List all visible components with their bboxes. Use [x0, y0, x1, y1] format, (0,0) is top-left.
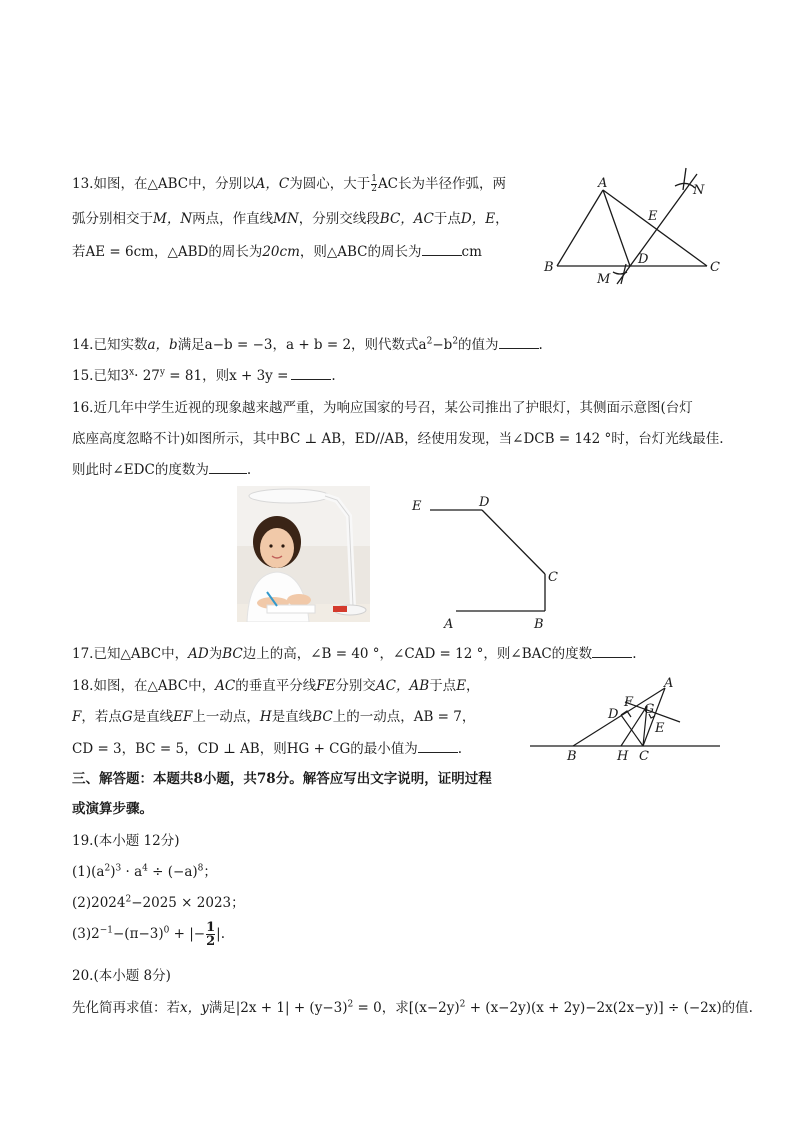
segment-ad — [603, 190, 630, 266]
segment-ab — [557, 190, 603, 266]
label-e: E — [412, 499, 422, 514]
label-a: A — [444, 617, 454, 632]
label-f: F — [624, 695, 634, 710]
label-e: E — [648, 209, 658, 224]
label-b: B — [544, 260, 554, 275]
q13-points: A，C — [255, 176, 290, 192]
answer-blank — [499, 347, 539, 349]
q18-figure — [530, 672, 725, 767]
q13-text: 为圆心，大于 — [289, 176, 371, 192]
segment-ac — [603, 190, 707, 266]
label-e: E — [655, 721, 665, 736]
section3-heading-line2: 或演算步骤。 — [72, 801, 153, 817]
fraction-half: $\frac{1}{2}$ — [371, 174, 377, 194]
q20-title: 20.(本小题 8分) — [72, 968, 171, 984]
q18-line1: 18.如图，在△ABC中，AC的垂直平分线FE分别交AC，AB于点E， — [72, 678, 480, 694]
q13-figure — [535, 160, 735, 290]
answer-blank — [209, 472, 247, 474]
label-c: C — [639, 749, 649, 764]
q19-part3: $(3)2^{-1}-(\pi-3)^0$ + |− $\frac{1}{2}$ |. — [72, 920, 226, 949]
answer-blank — [422, 254, 462, 256]
q13-line1 — [72, 172, 506, 194]
label-a: A — [664, 676, 674, 691]
q16-line2: 底座高度忽略不计)如图所示，其中BC ⊥ AB，ED//AB，经使用发现，当∠DCB = 142 °时，台灯光线最佳. — [72, 431, 724, 447]
q16-line3: 则此时∠EDC的度数为 . — [72, 462, 252, 478]
q16-figure — [400, 490, 580, 635]
q13-text: AC长为半径作弧，两 — [377, 176, 507, 192]
q15: 15.已知$3^x\cdot 27^y = 81$，则x + 3y = . — [72, 367, 336, 384]
label-b: B — [567, 749, 577, 764]
label-m: M — [597, 272, 611, 287]
q13-line2: 弧分别相交于M，N两点，作直线MN，分别交线段BC，AC于点D，E， — [72, 211, 509, 227]
q13-line3: 若AE = 6cm，△ABD的周长为20cm，则△ABC的周长为 cm — [72, 244, 482, 260]
answer-blank — [592, 656, 632, 658]
q19-part2: $(2)2024^2-2025 \times 2023$； — [72, 894, 245, 911]
fraction-half: $\frac{1}{2}$ — [206, 920, 216, 949]
label-d: D — [638, 252, 649, 267]
answer-blank — [291, 378, 331, 380]
arc-n — [675, 183, 695, 188]
label-d: D — [479, 495, 490, 510]
q18-line3: CD = 3，BC = 5，CD ⊥ AB，则HG + CG的最小值为 . — [72, 741, 463, 757]
q16-line1: 16.近几年中学生近视的现象越来越严重，为响应国家的号召，某公司推出了护眼灯，其侧面示意图(台灯 — [72, 400, 693, 416]
q19-title: 19.(本小题 12分) — [72, 833, 180, 849]
segment-ab — [573, 688, 665, 746]
section3-heading: 三、解答题：本题共8小题，共78分。解答应写出文字说明，证明过程 — [72, 771, 492, 787]
segment-dc — [482, 510, 545, 574]
label-c: C — [548, 570, 558, 585]
label-c: C — [710, 260, 720, 275]
label-a: A — [598, 176, 608, 191]
child-lamp-photo — [237, 486, 370, 622]
q13-text: 13.如图，在△ABC中，分别以 — [72, 176, 256, 192]
q20-body: 先化简再求值：若x，y满足$|2x + 1| + (y-3)^2 = 0$，求$[(x-2y)^2 + (x-2y)(x + 2y)-2x(2x-y)] \div (-2x)$的值. — [72, 999, 753, 1016]
label-b: B — [534, 617, 544, 632]
answer-blank — [418, 751, 458, 753]
label-g: G — [644, 702, 655, 717]
q14: 14.已知实数a，b满足a−b = −3，a + b = 2，则代数式$a^2-b^2$的值为 . — [72, 336, 543, 353]
label-h: H — [617, 749, 629, 764]
q17: 17.已知△ABC中，AD为BC边上的高，∠B = 40 °，∠CAD = 12 °，则∠BAC的度数 . — [72, 646, 637, 662]
q19-part1: $(1)(a^2)^3 \cdot a^4 \div (-a)^8$； — [72, 863, 217, 880]
q18-line2: F，若点G是直线EF上一动点，H是直线BC上的一动点，AB = 7， — [72, 709, 476, 725]
label-n: N — [693, 183, 705, 198]
line-mn — [617, 174, 697, 284]
label-d: D — [608, 707, 619, 722]
